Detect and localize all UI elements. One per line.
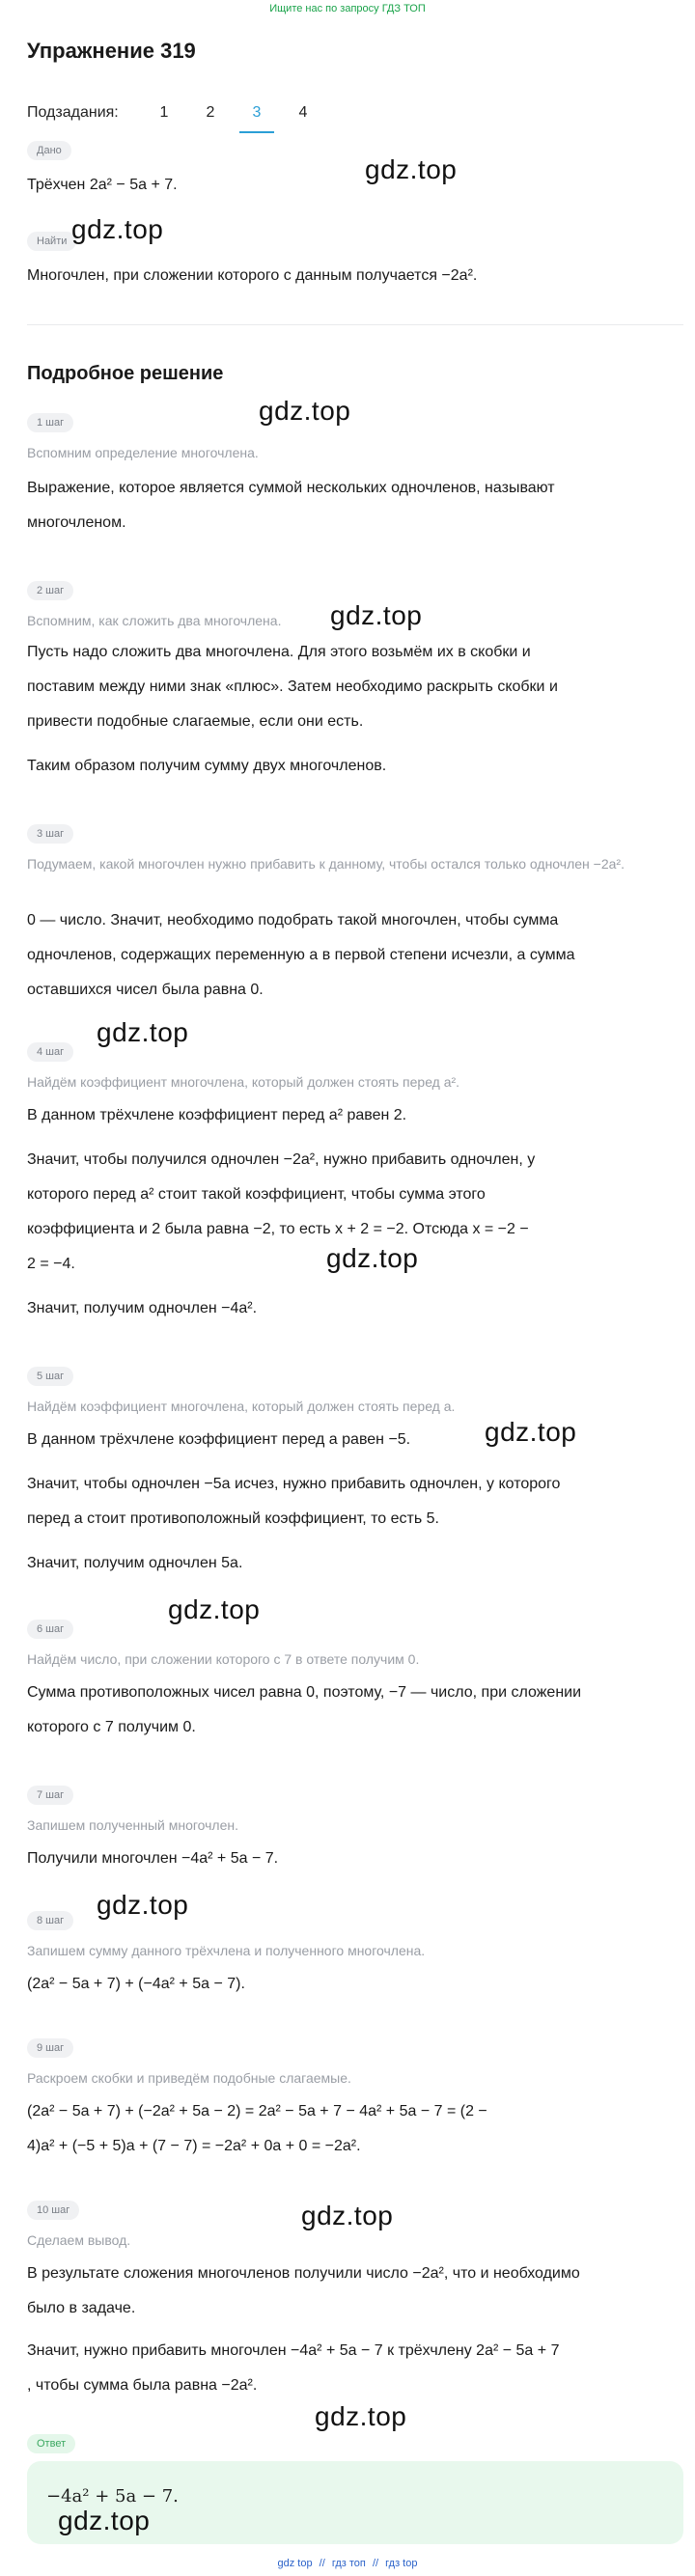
watermark: gdz.top <box>58 2506 151 2535</box>
step-line: Выражение, которое является суммой нескольких одночленов, называют <box>27 480 555 496</box>
step-line: которого перед a² стоит такой коэффициент, чтобы сумма этого <box>27 1186 486 1203</box>
watermark: gdz.top <box>330 600 423 630</box>
watermark: gdz.top <box>168 1594 261 1624</box>
step-badge: 2 шаг <box>27 581 73 600</box>
watermark: gdz.top <box>97 1890 189 1920</box>
footer-link[interactable]: гдз top <box>385 2558 418 2569</box>
step-line: привести подобные слагаемые, если они есть. <box>27 713 364 730</box>
step-line: Значит, чтобы получился одночлен −2a², нужно прибавить одночлен, у <box>27 1151 536 1168</box>
step-badge: 6 шаг <box>27 1620 73 1639</box>
step-hint: Раскроем скобки и приведём подобные слагаемые. <box>27 2070 351 2086</box>
divider <box>27 324 683 325</box>
step-hint: Запишем полученный многочлен. <box>27 1817 239 1833</box>
step-badge: 8 шаг <box>27 1911 73 1930</box>
find-text: Многочлен, при сложении которого с данным получается −2a². <box>27 267 478 284</box>
step-line: Значит, нужно прибавить многочлен −4a² + 5a − 7 к трёхчлену 2a² − 5a + 7 <box>27 2342 560 2359</box>
given-badge: Дано <box>27 141 71 160</box>
step-line: В данном трёхчлене коэффициент перед a равен −5. <box>27 1431 411 1448</box>
step-hint: Найдём число, при сложении которого с 7 в ответе получим 0. <box>27 1651 420 1667</box>
step-line: (2a² − 5a + 7) + (−4a² + 5a − 7). <box>27 1976 245 1992</box>
step-hint: Вспомним определение многочлена. <box>27 445 259 460</box>
tab-subtask-3[interactable]: 3 <box>239 104 274 133</box>
watermark: gdz.top <box>71 214 164 244</box>
step-line: В результате сложения многочленов получили число −2a², что и необходимо <box>27 2265 580 2282</box>
subtasks-label: Подзадания: <box>27 104 119 121</box>
step-line: было в задаче. <box>27 2300 136 2316</box>
step-hint: Вспомним, как сложить два многочлена. <box>27 613 282 628</box>
step-line: 4)a² + (−5 + 5)a + (7 − 7) = −2a² + 0a + 0 = −2a². <box>27 2138 361 2154</box>
step-hint: Найдём коэффициент многочлена, который должен стоять перед a. <box>27 1399 456 1414</box>
step-line: Пусть надо сложить два многочлена. Для этого возьмём их в скобки и <box>27 644 531 660</box>
footer-link[interactable]: gdz top <box>277 2558 313 2569</box>
step-line: 0 — число. Значит, необходимо подобрать такой многочлен, чтобы сумма <box>27 912 559 928</box>
tab-subtask-1[interactable]: 1 <box>159 104 169 121</box>
step-badge: 3 шаг <box>27 824 73 844</box>
watermark: gdz.top <box>485 1417 577 1447</box>
step-line: Получили многочлен −4a² + 5a − 7. <box>27 1850 279 1867</box>
step-line: многочленом. <box>27 514 126 531</box>
solution-title: Подробное решение <box>27 363 224 384</box>
step-line: Сумма противоположных чисел равна 0, поэтому, −7 — число, при сложении <box>27 1684 582 1701</box>
step-badge: 10 шаг <box>27 2201 79 2220</box>
footer-link[interactable]: гдз топ <box>331 2558 366 2569</box>
watermark: gdz.top <box>365 154 458 184</box>
step-line: оставшихся чисел была равна 0. <box>27 982 264 998</box>
footer-links <box>0 2558 695 2569</box>
step-badge: 7 шаг <box>27 1786 73 1805</box>
step-badge: 9 шаг <box>27 2038 73 2058</box>
tab-subtask-2[interactable]: 2 <box>206 104 215 121</box>
step-line: коэффициента и 2 была равна −2, то есть x + 2 = −2. Отсюда x = −2 − <box>27 1221 529 1237</box>
step-line: Значит, чтобы одночлен −5a исчез, нужно прибавить одночлен, у которого <box>27 1476 561 1492</box>
step-badge: 1 шаг <box>27 413 73 432</box>
watermark: gdz.top <box>301 2201 394 2230</box>
watermark: gdz.top <box>97 1017 189 1047</box>
step-line: , чтобы сумма была равна −2a². <box>27 2377 258 2394</box>
step-hint: Сделаем вывод. <box>27 2232 131 2248</box>
step-line: Таким образом получим сумму двух многочленов. <box>27 758 387 774</box>
step-hint: Запишем сумму данного трёхчлена и полученного многочлена. <box>27 1943 426 1958</box>
step-line: Значит, получим одночлен −4a². <box>27 1300 258 1316</box>
page-title: Упражнение 319 <box>27 39 196 63</box>
top-banner[interactable]: Ищите нас по запросу ГДЗ ТОП <box>269 3 426 14</box>
step-hint: Найдём коэффициент многочлена, который должен стоять перед a². <box>27 1074 460 1090</box>
step-line: одночленов, содержащих переменную a в первой степени исчезли, а сумма <box>27 947 575 963</box>
answer-badge: Ответ <box>27 2434 75 2453</box>
step-hint: Подумаем, какой многочлен нужно прибавить к данному, чтобы остался только одночлен −2a². <box>27 856 625 872</box>
step-line: 2 = −4. <box>27 1256 75 1272</box>
watermark: gdz.top <box>259 396 351 426</box>
step-badge: 5 шаг <box>27 1367 73 1386</box>
watermark: gdz.top <box>315 2401 407 2431</box>
step-line: которого с 7 получим 0. <box>27 1719 196 1735</box>
step-line: (2a² − 5a + 7) + (−2a² + 5a − 2) = 2a² − 5a + 7 − 4a² + 5a − 7 = (2 − <box>27 2103 487 2119</box>
tab-subtask-4[interactable]: 4 <box>298 104 308 121</box>
subtasks-nav <box>27 85 664 135</box>
answer-text: −4a² + 5a − 7. <box>46 2486 179 2507</box>
step-badge: 4 шаг <box>27 1042 73 1062</box>
footer-separator: // <box>372 2558 379 2569</box>
step-line: перед a стоит противоположный коэффициент, то есть 5. <box>27 1510 439 1527</box>
step-line: Значит, получим одночлен 5a. <box>27 1555 243 1571</box>
step-line: поставим между ними знак «плюс». Затем необходимо раскрыть скобки и <box>27 679 558 695</box>
find-badge: Найти <box>27 232 76 251</box>
step-line: В данном трёхчлене коэффициент перед a² равен 2. <box>27 1107 407 1123</box>
watermark: gdz.top <box>326 1243 419 1273</box>
footer-separator: // <box>319 2558 325 2569</box>
given-text: Трёхчен 2a² − 5a + 7. <box>27 177 178 193</box>
